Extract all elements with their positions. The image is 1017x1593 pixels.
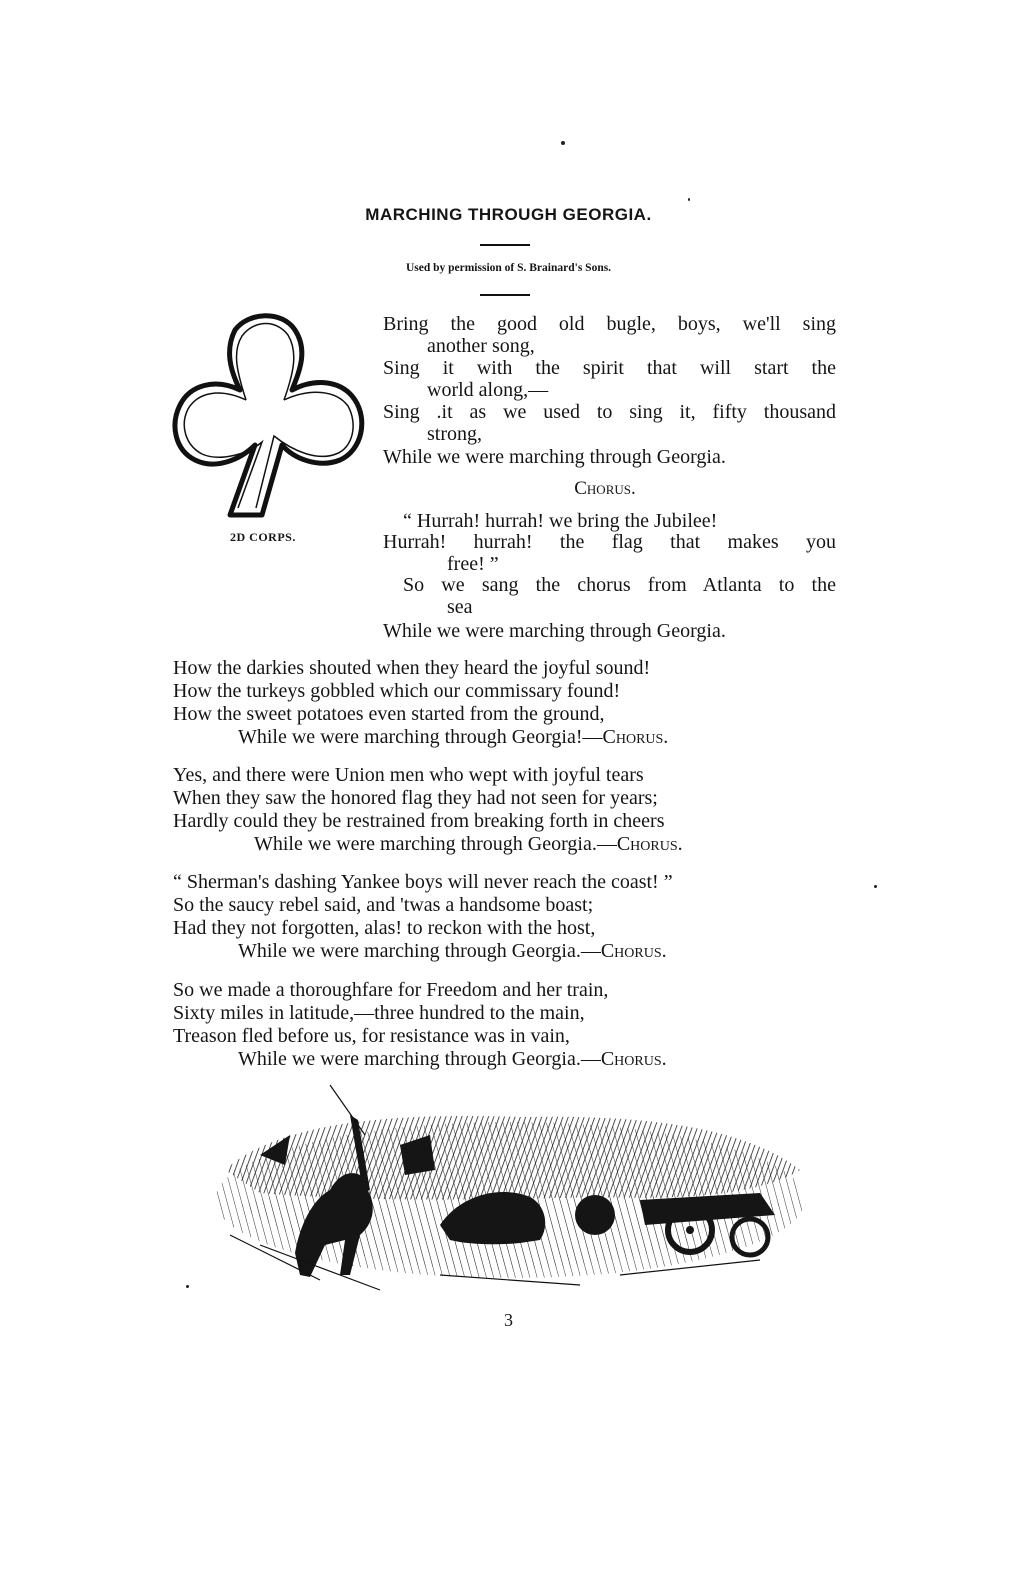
verse5-line: Sixty miles in latitude,—three hundred to the main,	[173, 1002, 585, 1024]
page-title: MARCHING THROUGH GEORGIA.	[365, 205, 652, 224]
chorus-line: While we were marching through Georgia.	[383, 620, 726, 642]
verse2-refrain	[238, 726, 668, 748]
clover-badge-icon	[170, 310, 370, 525]
verse2-line: How the turkeys gobbled which our commissary found!	[173, 680, 621, 702]
print-speck	[561, 141, 565, 145]
permission-note: Used by permission of S. Brainard's Sons.	[405, 262, 612, 274]
verse2-line: How the sweet potatoes even started from the ground,	[173, 703, 605, 725]
chorus-line: Hurrah! hurrah! the flag that makes you	[383, 531, 836, 553]
chorus-line: free! ”	[447, 553, 499, 575]
verse1-line: world along,—	[427, 379, 549, 401]
march-vignette-illustration	[200, 1075, 820, 1310]
verse4-line: Had they not forgotten, alas! to reckon with the host,	[173, 917, 596, 939]
chorus-ref: Chorus.	[602, 726, 669, 748]
print-speck	[186, 1285, 189, 1288]
chorus-ref: Chorus.	[616, 833, 683, 855]
refrain-text: While we were marching through Georgia.—	[238, 940, 601, 962]
title-rule	[480, 244, 530, 246]
badge-label: 2D CORPS.	[230, 530, 296, 544]
chorus-ref: Chorus.	[600, 1048, 667, 1070]
verse5-refrain	[238, 1048, 667, 1070]
verse3-line: Yes, and there were Union men who wept with joyful tears	[173, 764, 644, 786]
chorus-line: So we sang the chorus from Atlanta to the	[403, 574, 836, 596]
refrain-text: While we were marching through Georgia.—	[238, 1048, 601, 1070]
chorus-line: sea	[447, 596, 473, 618]
chorus-line: “ Hurrah! hurrah! we bring the Jubilee!	[403, 510, 718, 532]
print-speck	[874, 885, 877, 888]
verse3-line: Hardly could they be restrained from breaking forth in cheers	[173, 810, 665, 832]
verse1-line: Bring the good old bugle, boys, we'll sing	[383, 313, 836, 335]
verse4-refrain	[238, 940, 667, 962]
verse2-line: How the darkies shouted when they heard the joyful sound!	[173, 657, 651, 679]
verse1-line: another song,	[427, 335, 535, 357]
chorus-ref: Chorus.	[600, 940, 667, 962]
verse4-line: “ Sherman's dashing Yankee boys will never reach the coast! ”	[173, 871, 673, 893]
refrain-text: While we were marching through Georgia!—	[238, 726, 603, 748]
refrain-text: While we were marching through Georgia.—	[254, 833, 617, 855]
verse1-line: Sing .it as we used to sing it, fifty thousand	[383, 401, 836, 423]
verse4-line: So the saucy rebel said, and 'twas a handsome boast;	[173, 894, 594, 916]
page-number: 3	[504, 1310, 513, 1330]
verse3-line: When they saw the honored flag they had not seen for years;	[173, 787, 658, 809]
verse1-line: Sing it with the spirit that will start the	[383, 357, 836, 379]
print-speck	[688, 198, 690, 201]
permission-rule	[480, 294, 530, 296]
verse3-refrain	[254, 833, 683, 855]
verse1-line: strong,	[427, 423, 482, 445]
chorus-heading: Chorus.	[574, 478, 636, 499]
verse5-line: Treason fled before us, for resistance was in vain,	[173, 1025, 570, 1047]
verse1-line: While we were marching through Georgia.	[383, 446, 726, 468]
verse5-line: So we made a thoroughfare for Freedom and her train,	[173, 979, 609, 1001]
